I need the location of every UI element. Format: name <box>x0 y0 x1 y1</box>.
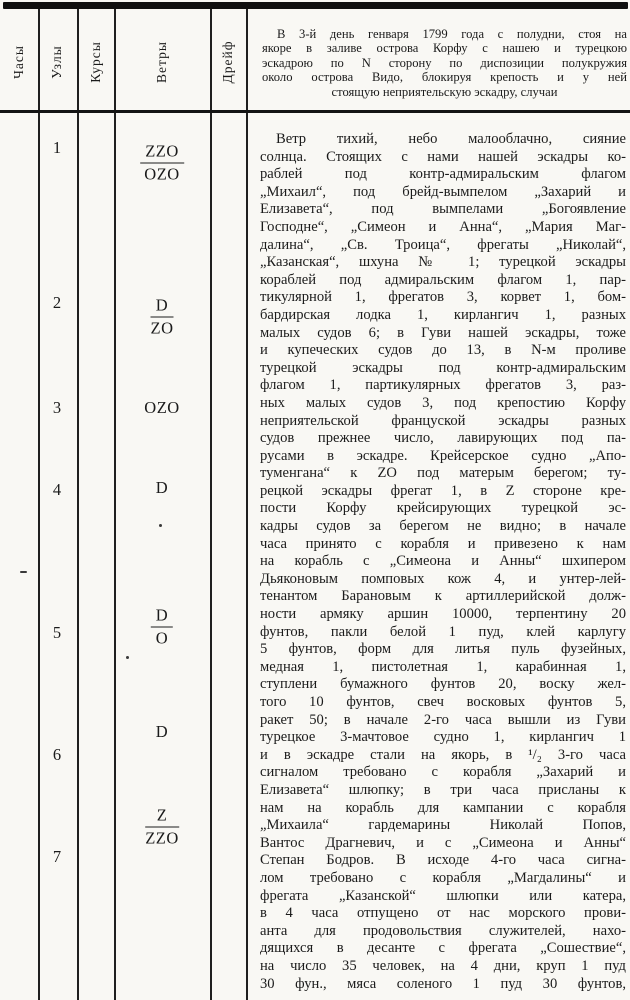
journal-line: пости Корфу крейсирующих турецкой эс- <box>260 500 626 517</box>
wind-value <box>151 606 173 649</box>
wind-fraction-top: Z <box>145 806 179 828</box>
journal-line: медная 1, пистолетная 1, карабинная 1, <box>260 658 626 675</box>
column-divider-hours-knots <box>38 9 40 1000</box>
journal-line: фрегата „Казанской“ шлюпки или катера, <box>260 887 626 904</box>
journal-line: Елизавета“ шлюпку; в три часа присланы к <box>260 781 626 798</box>
print-speck <box>159 524 162 527</box>
header-note-line: В 3-й день генваря 1799 года с полудни, стоя на <box>277 27 627 41</box>
column-header-hours: Часы <box>11 45 26 79</box>
hour-value: 7 <box>52 847 62 866</box>
column-header-drift: Дрейф <box>220 40 235 84</box>
journal-line: рецкой эскадры фрегат 1, в Z стороне кре- <box>260 482 626 499</box>
journal-line: Степан Бодров. В исходе 4-го часа сигна- <box>260 852 626 869</box>
journal-line: ности армяку аршин 10000, терпентину 20 <box>260 606 626 623</box>
journal-line: „Казанская“, шхуна № 1; турецкой эскадры <box>260 254 626 271</box>
print-speck <box>20 571 27 573</box>
hour-value: 4 <box>52 480 62 499</box>
journal-line: нам на корабль для кампании с корабля <box>260 799 626 816</box>
journal-line: анта для продовольствия служителей, нахо- <box>260 922 626 939</box>
table-top-border <box>3 2 628 9</box>
wind-fraction-top: ZZO <box>140 142 184 164</box>
print-speck <box>126 656 129 659</box>
journal-line: на число 35 человек, на 4 дни, круп 1 пуд <box>260 957 626 974</box>
journal-line: сигналом требовано с корабля „Захарий и <box>260 764 626 781</box>
wind-fraction-bottom: ZZO <box>145 828 179 848</box>
header-note-line: около острова Видо, блокируя крепость и у ней <box>262 70 627 85</box>
journal-line: турецкой эскадры под контр-адмиральским <box>260 359 626 376</box>
journal-line: туменгана“ к ZO под матерым берегом; ту- <box>260 465 626 482</box>
journal-line: далина“, „Св. Троица“, фрегаты „Николай“, <box>260 236 626 253</box>
journal-line: 5 фунтов, форм для литья пуль фузейных, <box>260 641 626 658</box>
journal-line: фунтов, пакли белой 1 пуд, клей карлугу <box>260 623 626 640</box>
wind-fraction-top: D <box>151 296 174 318</box>
journal-line: солнца. Стоящих с нами нашей эскадры ко- <box>260 148 626 165</box>
journal-line: Дьяконовым помповых кож 4, и унтер-лей- <box>260 570 626 587</box>
wind-fraction-top: D <box>151 606 173 628</box>
journal-line: 30 фун., мяса соленого 1 пуд 30 фунтов, <box>260 975 626 992</box>
journal-line: Вантос Драгневич, и с „Симеона и Анны“ <box>260 834 626 851</box>
journal-line: ных малых судов 3, под крепостию Корфу <box>260 394 626 411</box>
header-note-line: эскадрою по N сторону по диспозиции полукружия <box>262 55 627 70</box>
journal-line: того 10 фунтов, свеч восковых фунтов 5, <box>260 694 626 710</box>
journal-line: часа принято с корабля и привезено к нам <box>260 535 626 552</box>
hour-value: 1 <box>52 138 62 157</box>
hour-value: 3 <box>52 398 62 417</box>
wind-value <box>151 296 174 339</box>
journal-line: „Михаил“, под брейд-вымпелом „Захарий и <box>260 183 626 200</box>
wind-fraction-bottom: O <box>155 628 169 648</box>
wind-fraction-bottom: ZO <box>150 318 174 338</box>
journal-line: ракет 50; в начале 2-го часа вышли из Гуви <box>260 711 626 728</box>
column-divider-knots-courses <box>77 9 79 1000</box>
wind-value <box>145 806 179 849</box>
journal-line: тикулярной 1, фрегатов 3, корвет 1, бом- <box>260 289 626 306</box>
journal-line: Господне“, „Симеон и Анна“, „Мария Маг- <box>260 218 626 235</box>
journal-line: раблей под контр-адмиральским флагом <box>260 166 626 183</box>
wind-value: D <box>155 722 169 741</box>
column-divider-courses-winds <box>114 9 116 1000</box>
journal-text <box>260 131 626 993</box>
journal-line: лом требовано с корабля „Магдалины“ и <box>260 869 626 886</box>
journal-line: „Михаила“ гардемарины Николай Попов, <box>260 817 626 834</box>
column-header-knots: Узлы <box>49 45 64 79</box>
journal-line: кадры судов за берегом не видно; в начале <box>260 518 626 535</box>
header-note-line: стоящую неприятельскую эскадру, случаи <box>331 84 558 99</box>
journal-line: дящихся в десанте с фрегата „Сошествие“, <box>260 940 626 957</box>
header-note <box>262 27 627 99</box>
hour-value: 6 <box>52 745 62 764</box>
journal-line: ступлени бумажного фунтов 20, воску жел- <box>260 676 626 693</box>
header-rule <box>0 110 630 113</box>
column-divider-drift-journal <box>246 9 248 1000</box>
journal-line: флагом 1, партикулярных фрегатов 3, раз- <box>260 377 626 394</box>
wind-value: D <box>155 478 169 497</box>
journal-line: и в эскадре стали на якорь, в ¹/₂ 3-го часа <box>260 746 626 763</box>
journal-line: судов прежнее число, лавирующих под па- <box>260 430 626 447</box>
journal-line: бардирская лодка 1, кирлангич 1, разных <box>260 306 626 323</box>
journal-line: и купеческих судов до 13, в N-м проливе <box>260 342 626 359</box>
column-header-winds: Ветры <box>154 41 169 83</box>
wind-value <box>140 142 184 185</box>
wind-fraction-bottom: OZO <box>144 164 180 184</box>
journal-line: русами в эскадре. Крейсерское судно „Апо- <box>260 447 626 464</box>
journal-line: тенантом Барановым к артиллерийской долж- <box>260 588 626 605</box>
journal-line: турецкое 3-мачтовое судно 1, кирлангич 1 <box>260 729 626 746</box>
wind-value: OZO <box>144 398 180 417</box>
journal-line: в 4 часа отпущено от нас морского прови- <box>260 905 626 922</box>
journal-line: Елизавета“, под вымпелами „Богоявление <box>260 201 626 218</box>
journal-line: Ветр тихий, небо малооблачно, сияние <box>276 131 626 147</box>
journal-line: малых судов 6; в Гуви нашей эскадры, тоже <box>260 324 626 341</box>
hour-value: 5 <box>52 623 62 642</box>
header-note-line: якоре в заливе острова Корфу с нашею и турецкою <box>262 41 627 56</box>
journal-line: неприятельской француской эскадры разных <box>260 412 626 429</box>
journal-line: кораблей под адмиральским флагом 1, пар- <box>260 271 626 288</box>
column-header-courses: Курсы <box>88 41 103 83</box>
column-divider-winds-drift <box>210 9 212 1000</box>
hour-value: 2 <box>52 293 62 312</box>
journal-line: на корабль с „Симеона и Анны“ шхипером <box>260 553 626 570</box>
